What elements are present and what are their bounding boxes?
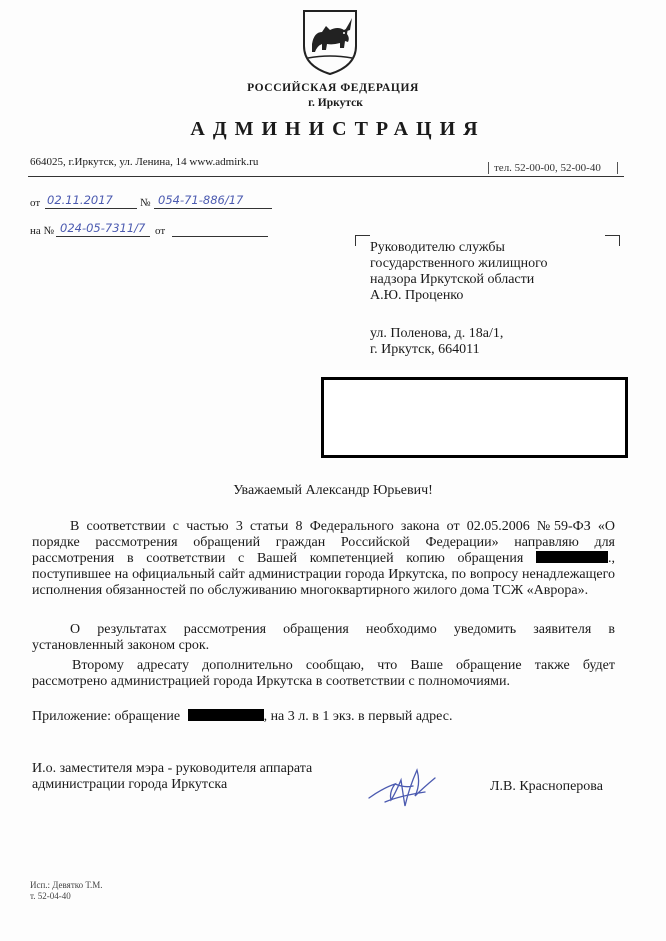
position-line: И.о. заместителя мэра - руководителя аппарата bbox=[32, 761, 313, 776]
executor-name: Исп.: Девятко Т.М. bbox=[30, 880, 103, 890]
redacted-name bbox=[536, 551, 608, 563]
recipient-line: государственного жилищного bbox=[370, 256, 548, 271]
paragraph-1-part-a: В соответствии с частью 3 статьи 8 Федерального закона от 02.05.2006 №59-ФЗ «О порядке рассмотрения обращений граждан Российской Федерации» направляю для рассмотрения в соответствии с Вашей компетенцией копию обращения bbox=[32, 519, 615, 566]
signature-icon bbox=[365, 758, 445, 813]
attachment-line bbox=[32, 709, 615, 725]
document-date: 02.11.2017 bbox=[47, 193, 113, 207]
number-sign: № bbox=[140, 197, 151, 209]
redacted-box bbox=[321, 377, 628, 458]
ref-label: на № bbox=[30, 225, 55, 237]
executor-phone: т. 52-04-40 bbox=[30, 891, 71, 901]
from-label: от bbox=[30, 197, 41, 209]
irkutsk-coat-of-arms-icon bbox=[300, 8, 360, 76]
redacted-attachment-name bbox=[188, 709, 264, 721]
ref-number: 024-05-7311/7 bbox=[60, 221, 146, 235]
ref-date-line bbox=[172, 224, 268, 237]
attachment-label: Приложение: обращение bbox=[32, 709, 181, 724]
paragraph-3: Второму адресату дополнительно сообщаю, что Ваше обращение также будет рассмотрено администрацией города Иркутска в соответствии с полномочиями. bbox=[32, 658, 615, 689]
recipient-line: ул. Поленова, д. 18а/1, bbox=[370, 326, 504, 341]
country-name: РОССИЙСКАЯ ФЕДЕРАЦИЯ bbox=[247, 82, 419, 94]
recipient-line: надзора Иркутской области bbox=[370, 272, 535, 287]
organization-title: АДМИНИСТРАЦИЯ bbox=[190, 118, 486, 140]
paragraph-1-part-b: ., поступившее на официальный сайт администрации города Иркутска, по вопросу ненадлежащего исполнения обязанностей по обслуживанию многоквартирного жилого дома ТСЖ «Аврора». bbox=[32, 551, 616, 598]
position-line: администрации города Иркутска bbox=[32, 777, 228, 792]
city-name: г. Иркутск bbox=[308, 97, 363, 109]
recipient-corner-left bbox=[355, 235, 370, 246]
recipient-corner-right bbox=[605, 235, 620, 246]
recipient-spacer bbox=[370, 304, 548, 326]
recipient-line: А.Ю. Проценко bbox=[370, 288, 464, 303]
recipient-block bbox=[370, 240, 548, 358]
executor-info bbox=[30, 880, 103, 902]
paragraph-2: О результатах рассмотрения обращения необходимо уведомить заявителя в установленный законом срок. bbox=[32, 622, 615, 653]
attachment-details: , на 3 л. в 1 экз. в первый адрес. bbox=[263, 709, 453, 724]
greeting: Уважаемый Александр Юрьевич! bbox=[233, 483, 433, 498]
organization-address: 664025, г.Иркутск, ул. Ленина, 14 www.admirk.ru bbox=[30, 156, 259, 168]
recipient-line: Руководителю службы bbox=[370, 240, 505, 255]
organization-phone: тел. 52-00-00, 52-00-40 bbox=[494, 162, 601, 174]
signatory-position bbox=[32, 761, 312, 793]
header-divider bbox=[28, 176, 624, 177]
recipient-line: г. Иркутск, 664011 bbox=[370, 342, 480, 357]
signatory-name: Л.В. Красноперова bbox=[490, 779, 603, 794]
paragraph-1 bbox=[32, 519, 615, 599]
document-number: 054-71-886/17 bbox=[158, 193, 244, 207]
ref-from-label: от bbox=[155, 225, 166, 237]
